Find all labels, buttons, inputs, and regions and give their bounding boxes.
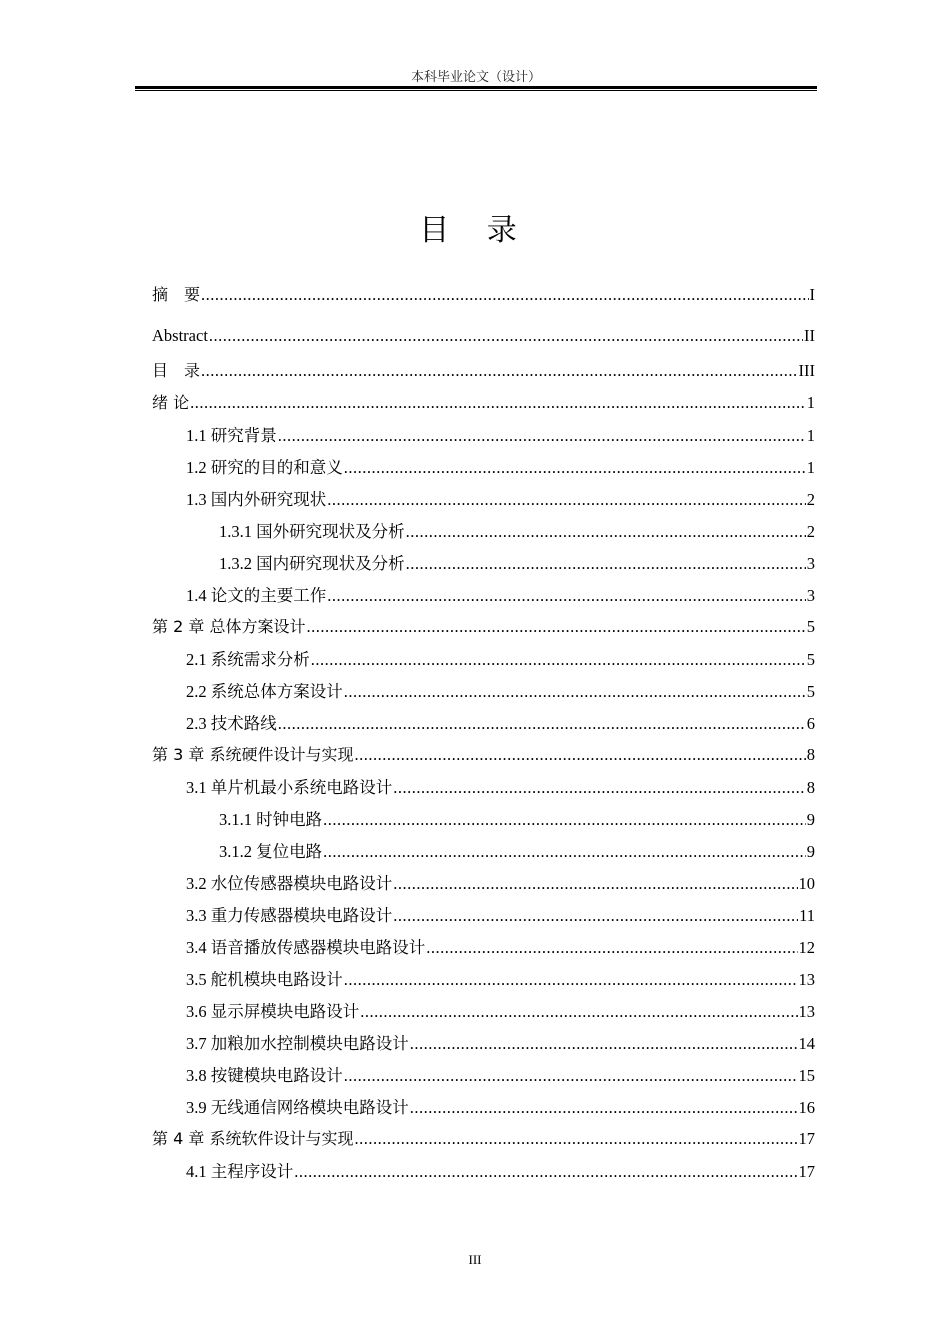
toc-leader-dots [323,810,806,830]
toc-entry[interactable] [152,550,815,582]
toc-entry-page: 8 [806,778,815,797]
table-of-contents [152,282,815,1190]
toc-entry-label: 1.3 国内外研究现状 [186,490,327,509]
toc-leader-dots [311,650,806,670]
toc-entry-page: III [798,361,815,380]
toc-entry[interactable] [152,1062,815,1094]
toc-leader-dots [201,285,808,305]
toc-entry-page: 3 [806,554,815,573]
toc-entry[interactable] [152,422,815,454]
toc-leader-dots [410,1098,798,1118]
toc-entry[interactable] [152,1158,815,1190]
toc-entry[interactable] [152,358,815,390]
toc-entry-label: 2.3 技术路线 [186,714,277,733]
toc-leader-dots [327,490,806,510]
toc-entry[interactable] [152,998,815,1030]
toc-entry-page: 5 [806,617,815,636]
toc-leader-dots [393,906,798,926]
toc-leader-dots [426,938,797,958]
toc-entry-page: 13 [798,1002,815,1021]
toc-entry-label: 3.7 加粮加水控制模块电路设计 [186,1034,409,1053]
toc-entry[interactable] [152,934,815,966]
toc-entry-label: 3.9 无线通信网络模块电路设计 [186,1098,409,1117]
header-rule-thin [135,90,817,91]
toc-leader-dots [393,874,797,894]
toc-entry[interactable] [152,838,815,870]
toc-entry[interactable] [152,742,815,774]
toc-entry[interactable] [152,646,815,678]
toc-leader-dots [360,1002,797,1022]
toc-entry-page: 12 [798,938,815,957]
toc-entry-page: 13 [798,970,815,989]
toc-entry-page: 5 [806,682,815,701]
toc-leader-dots [294,1162,797,1182]
toc-entry-label: 第 3 章 系统硬件设计与实现 [152,745,354,764]
toc-entry-page: 15 [798,1066,815,1085]
toc-entry[interactable] [152,870,815,902]
toc-entry-label: 3.4 语音播放传感器模块电路设计 [186,938,426,957]
toc-entry[interactable] [152,454,815,486]
toc-entry-page: 1 [806,393,815,412]
toc-title: 目 录 [419,213,531,248]
toc-entry[interactable] [152,486,815,518]
toc-entry-label: 3.1.2 复位电路 [219,842,323,861]
toc-entry-label: 3.5 舵机模块电路设计 [186,970,343,989]
toc-leader-dots [344,458,806,478]
toc-entry[interactable] [152,390,815,422]
toc-entry-page: 17 [798,1162,815,1181]
toc-entry[interactable] [152,902,815,934]
toc-leader-dots [209,326,803,346]
toc-leader-dots [327,586,806,606]
toc-entry-label: Abstract [152,326,208,345]
toc-entry-page: 17 [798,1129,815,1148]
toc-leader-dots [306,617,805,637]
toc-leader-dots [410,1034,798,1054]
toc-entry-label: 第 4 章 系统软件设计与实现 [152,1129,354,1148]
page-number: III [468,1252,482,1267]
toc-entry-page: I [809,285,815,304]
toc-leader-dots [406,554,806,574]
toc-entry-label: 1.3.2 国内研究现状及分析 [219,554,405,573]
toc-entry-page: 11 [799,906,815,925]
toc-entry[interactable] [152,678,815,710]
toc-entry[interactable] [152,774,815,806]
toc-leader-dots [278,426,806,446]
toc-entry-page: 14 [798,1034,815,1053]
toc-leader-dots [323,842,806,862]
toc-entry-page: 5 [806,650,815,669]
toc-entry-label: 3.1.1 时钟电路 [219,810,323,829]
toc-entry-label: 第 2 章 总体方案设计 [152,617,306,636]
toc-entry-page: 1 [806,458,815,477]
toc-entry-label: 目 录 [152,361,201,380]
toc-entry-label: 绪 论 [152,393,190,412]
toc-entry-label: 2.2 系统总体方案设计 [186,682,343,701]
toc-entry[interactable] [152,966,815,998]
toc-leader-dots [201,361,798,381]
toc-entry[interactable] [152,614,815,646]
toc-entry-label: 2.1 系统需求分析 [186,650,310,669]
toc-entry-label: 1.1 研究背景 [186,426,277,445]
toc-entry-page: 6 [806,714,815,733]
toc-leader-dots [344,682,806,702]
toc-entry[interactable] [152,326,815,358]
toc-entry-page: 10 [798,874,815,893]
toc-entry[interactable] [152,582,815,614]
toc-entry[interactable] [152,1094,815,1126]
toc-leader-dots [354,1129,797,1149]
toc-leader-dots [344,970,798,990]
toc-entry-label: 3.3 重力传感器模块电路设计 [186,906,393,925]
toc-entry-label: 1.2 研究的目的和意义 [186,458,343,477]
toc-entry-label: 3.6 显示屏模块电路设计 [186,1002,360,1021]
toc-leader-dots [354,745,805,765]
toc-entry-label: 1.3.1 国外研究现状及分析 [219,522,405,541]
toc-leader-dots [406,522,806,542]
toc-entry-label: 3.1 单片机最小系统电路设计 [186,778,393,797]
toc-entry[interactable] [152,710,815,742]
toc-entry-page: 3 [806,586,815,605]
toc-entry-label: 摘 要 [152,285,201,304]
header-rule [135,86,817,89]
toc-entry[interactable] [152,282,815,314]
toc-entry[interactable] [152,518,815,550]
toc-entry-label: 3.8 按键模块电路设计 [186,1066,343,1085]
toc-entry[interactable] [152,1126,815,1158]
toc-leader-dots [393,778,806,798]
toc-entry-page: 1 [806,426,815,445]
toc-leader-dots [190,393,806,413]
toc-entry-label: 3.2 水位传感器模块电路设计 [186,874,393,893]
toc-leader-dots [344,1066,798,1086]
toc-entry[interactable] [152,1030,815,1062]
toc-entry-page: 2 [806,522,815,541]
page-header: 本科毕业论文（设计） [410,69,541,84]
toc-entry-label: 1.4 论文的主要工作 [186,586,327,605]
toc-entry[interactable] [152,806,815,838]
toc-entry-page: 8 [806,745,815,764]
toc-entry-page: 9 [806,842,815,861]
toc-entry-page: 2 [806,490,815,509]
toc-entry-page: 9 [806,810,815,829]
toc-entry-page: 16 [798,1098,815,1117]
toc-entry-label: 4.1 主程序设计 [186,1162,294,1181]
toc-leader-dots [278,714,806,734]
toc-entry-page: II [804,326,815,345]
